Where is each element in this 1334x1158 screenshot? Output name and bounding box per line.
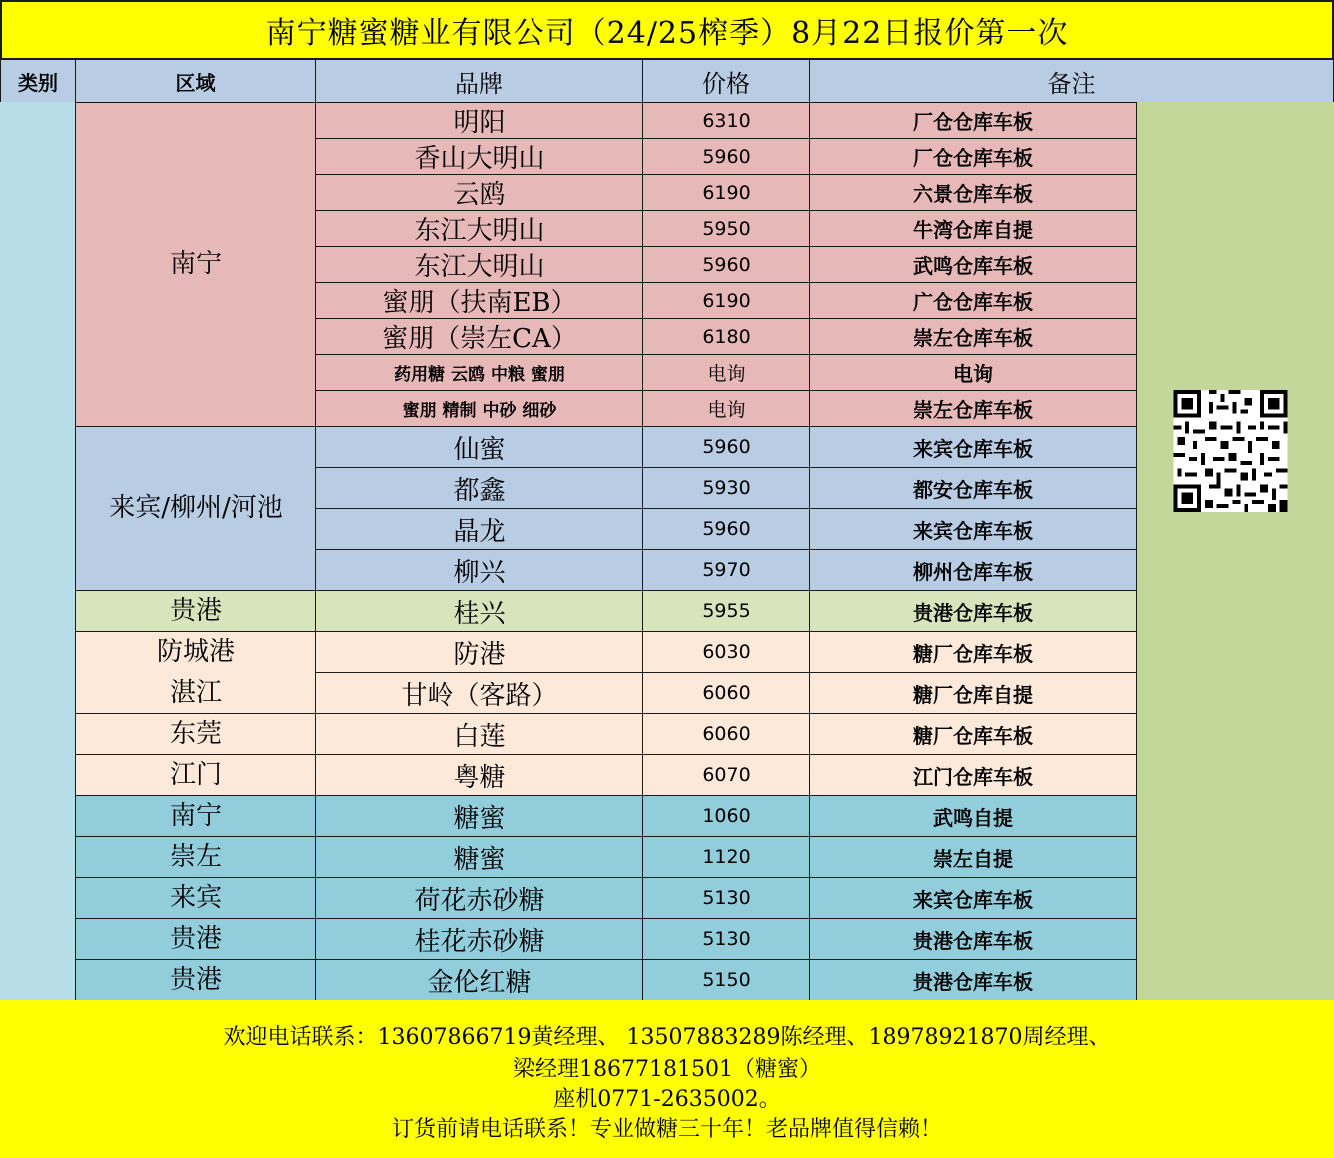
- note-cell: 厂仓仓库车板: [809, 102, 1137, 139]
- qr-code-icon: [1173, 390, 1288, 512]
- brand-cell: 荷花赤砂糖: [315, 877, 644, 919]
- price-cell: 5960: [642, 508, 811, 550]
- note-cell: 广仓仓库车板: [809, 282, 1137, 319]
- note-cell: 电询: [809, 354, 1137, 391]
- footer-line-slogan: 订货前请电话联系！专业做糖三十年！老品牌值得信赖！: [391, 1117, 942, 1142]
- note-cell: 来宾仓库车板: [809, 877, 1137, 919]
- note-cell: 牛湾仓库自提: [809, 210, 1137, 247]
- brand-cell: 东江大明山: [315, 210, 644, 247]
- note-cell: 柳州仓库车板: [809, 549, 1137, 591]
- note-cell: 武鸣自提: [809, 795, 1137, 837]
- page-title: 南宁糖蜜糖业有限公司（24/25榨季）8月22日报价第一次: [0, 0, 1334, 60]
- price-cell: 6180: [642, 318, 811, 355]
- price-cell: 6310: [642, 102, 811, 139]
- note-cell: 来宾仓库车板: [809, 426, 1137, 468]
- brand-cell: 仙蜜: [315, 426, 644, 468]
- brand-cell: 糖蜜: [315, 836, 644, 878]
- note-cell: 江门仓库车板: [809, 754, 1137, 796]
- header-brand: 品牌: [315, 59, 643, 103]
- price-cell: 5930: [642, 467, 811, 509]
- footer-line-landline: 座机0771-2635002。: [553, 1087, 781, 1112]
- brand-cell: 防港: [315, 631, 644, 673]
- region-cell: 崇左: [75, 836, 317, 878]
- region-cell: 江门: [75, 754, 317, 796]
- brand-cell: 东江大明山: [315, 246, 644, 283]
- brand-cell: 蜜朋（崇左CA）: [315, 318, 644, 355]
- price-cell: 6030: [642, 631, 811, 673]
- brand-cell: 粤糖: [315, 754, 644, 796]
- price-cell: 6190: [642, 174, 811, 211]
- price-cell: 5130: [642, 918, 811, 960]
- region-cell: 防城港 湛江: [75, 631, 317, 714]
- region-cell: 贵港: [75, 959, 317, 1001]
- note-cell: 六景仓库车板: [809, 174, 1137, 211]
- price-cell: 5960: [642, 246, 811, 283]
- price-cell: 5150: [642, 959, 811, 1001]
- header-price: 价格: [642, 59, 810, 103]
- footer-line-liang: 梁经理18677181501（糖蜜）: [513, 1057, 821, 1082]
- note-cell: 崇左自提: [809, 836, 1137, 878]
- brand-cell: 桂兴: [315, 590, 644, 632]
- price-cell: 6060: [642, 713, 811, 755]
- brand-cell: 桂花赤砂糖: [315, 918, 644, 960]
- footer-line-phones: 欢迎电话联系：13607866719黄经理、 13507883289陈经理、18978921870周经理、: [223, 1025, 1111, 1050]
- brand-cell: 明阳: [315, 102, 644, 139]
- price-cell: 6190: [642, 282, 811, 319]
- note-cell: 贵港仓库车板: [809, 959, 1137, 1001]
- header-note: 备注: [809, 59, 1334, 103]
- price-cell: 5950: [642, 210, 811, 247]
- price-cell: 5955: [642, 590, 811, 632]
- region-cell: 南宁: [75, 102, 317, 427]
- note-cell: 贵港仓库车板: [809, 590, 1137, 632]
- note-cell: 糖厂仓库车板: [809, 631, 1137, 673]
- price-cell: 1060: [642, 795, 811, 837]
- brand-cell: 白莲: [315, 713, 644, 755]
- note-cell: 糖厂仓库自提: [809, 672, 1137, 714]
- price-cell: 5130: [642, 877, 811, 919]
- region-cell: 贵港: [75, 590, 317, 632]
- price-cell: 1120: [642, 836, 811, 878]
- note-cell: 来宾仓库车板: [809, 508, 1137, 550]
- region-cell: 来宾: [75, 877, 317, 919]
- brand-cell: 蜜朋（扶南EB）: [315, 282, 644, 319]
- brand-cell: 云鸥: [315, 174, 644, 211]
- price-cell: 6070: [642, 754, 811, 796]
- brand-cell: 药用糖 云鸥 中粮 蜜朋: [315, 354, 644, 391]
- contact-footer: [0, 1000, 1334, 1158]
- note-cell: 武鸣仓库车板: [809, 246, 1137, 283]
- region-cell: 东莞: [75, 713, 317, 755]
- price-cell: 5970: [642, 549, 811, 591]
- note-cell: 厂仓仓库车板: [809, 138, 1137, 175]
- header-region: 区域: [75, 59, 316, 103]
- note-cell: 崇左仓库车板: [809, 390, 1137, 427]
- region-cell: 来宾/柳州/河池: [75, 426, 317, 591]
- note-cell: 贵港仓库车板: [809, 918, 1137, 960]
- price-cell: 电询: [642, 354, 811, 391]
- note-cell: 糖厂仓库车板: [809, 713, 1137, 755]
- price-cell: 6060: [642, 672, 811, 714]
- region-cell: 南宁: [75, 795, 317, 837]
- brand-cell: 晶龙: [315, 508, 644, 550]
- brand-cell: 蜜朋 精制 中砂 细砂: [315, 390, 644, 427]
- brand-cell: 香山大明山: [315, 138, 644, 175]
- qr-panel: [1135, 102, 1334, 1000]
- brand-cell: 柳兴: [315, 549, 644, 591]
- brand-cell: 糖蜜: [315, 795, 644, 837]
- price-cell: 5960: [642, 138, 811, 175]
- header-category: 类别: [0, 59, 76, 103]
- brand-cell: 都鑫: [315, 467, 644, 509]
- category-column: [0, 102, 75, 1000]
- note-cell: 都安仓库车板: [809, 467, 1137, 509]
- price-cell: 电询: [642, 390, 811, 427]
- brand-cell: 金伦红糖: [315, 959, 644, 1001]
- price-cell: 5960: [642, 426, 811, 468]
- note-cell: 崇左仓库车板: [809, 318, 1137, 355]
- brand-cell: 甘岭（客路）: [315, 672, 644, 714]
- region-cell: 贵港: [75, 918, 317, 960]
